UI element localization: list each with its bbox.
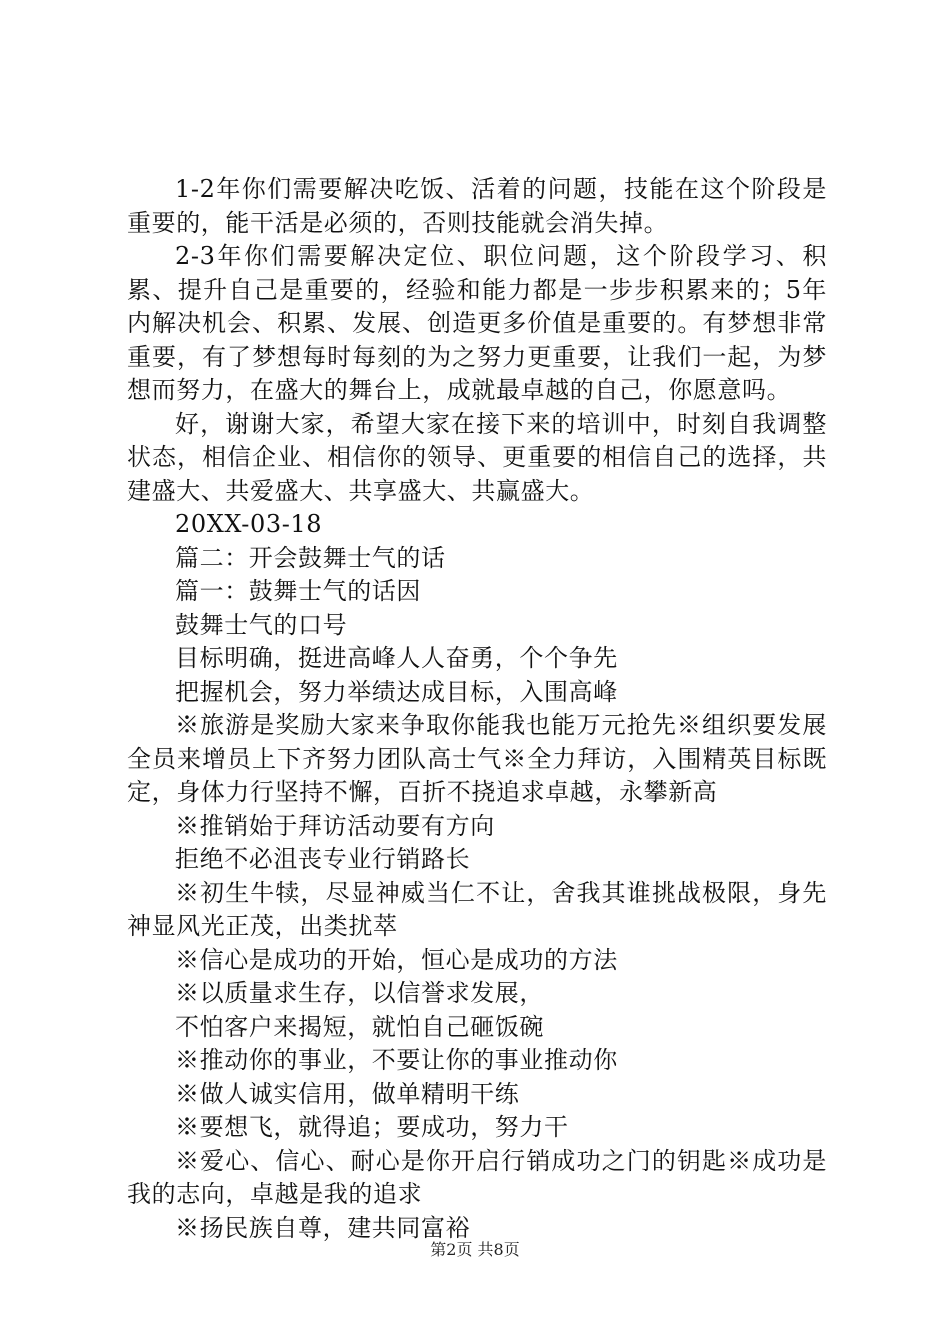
page-number-footer: 第2页 共8页	[430, 1240, 520, 1259]
slogan-line: ※以质量求生存，以信誉求发展，	[175, 979, 544, 1007]
document-body	[127, 173, 827, 1245]
section-heading: 篇二：开会鼓舞士气的话	[175, 543, 446, 572]
paragraph: 好，谢谢大家，希望大家在接下来的培训中，时刻自我调整状态，相信企业、相信你的领导、更重要的相信自己的选择，共建盛大、共爱盛大、共享盛大、共赢盛大。	[127, 409, 827, 505]
paragraph: 1-2年你们需要解决吃饭、活着的问题，技能在这个阶段是重要的，能干活是必须的，否则技能就会消失掉。	[127, 175, 827, 237]
slogan-line: ※旅游是奖励大家来争取你能我也能万元抢先※组织要发展全员来增员上下齐努力团队高士气※全力拜访，入围精英目标既定，身体力行坚持不懈，百折不挠追求卓越，永攀新高	[127, 711, 827, 806]
slogan-line: ※爱心、信心、耐心是你开启行销成功之门的钥匙※成功是我的志向，卓越是我的追求	[127, 1146, 827, 1208]
section-heading: 篇一：鼓舞士气的话因	[175, 577, 421, 605]
slogan-line: ※信心是成功的开始，恒心是成功的方法	[175, 945, 618, 974]
slogan-line: ※扬民族自尊，建共同富裕	[175, 1213, 471, 1242]
slogan-line: 目标明确，挺进高峰人人奋勇，个个争先	[175, 644, 618, 672]
slogan-line: 把握机会，努力举绩达成目标，入围高峰	[175, 677, 618, 706]
slogan-line: ※做人诚实信用，做单精明干练	[175, 1079, 520, 1108]
slogan-line: ※要想飞，就得追；要成功，努力干	[175, 1113, 569, 1141]
slogan-line: ※推销始于拜访活动要有方向	[175, 811, 495, 840]
paragraph: 2-3年你们需要解决定位、职位问题，这个阶段学习、积累、提升自己是重要的，经验和能力都是一步步积累来的；5年内解决机会、积累、发展、创造更多价值是重要的。有梦想非常重要，有了梦想每时每刻的为之努力更重要，让我们一起，为梦想而努力，在盛大的舞台上，成就最卓越的自己，你愿意吗。	[127, 242, 827, 404]
slogan-line: ※推动你的事业，不要让你的事业推动你	[175, 1046, 618, 1074]
paragraph: 鼓舞士气的口号	[175, 610, 348, 639]
slogan-line: 不怕客户来揭短，就怕自己砸饭碗	[175, 1012, 544, 1041]
slogan-line: ※初生牛犊，尽显神威当仁不让，舍我其谁挑战极限，身先神显风光正茂，出类扰萃	[127, 878, 827, 940]
slogan-line: 拒绝不必沮丧专业行销路长	[175, 845, 471, 873]
date-line: 20XX-03-18	[175, 510, 323, 538]
